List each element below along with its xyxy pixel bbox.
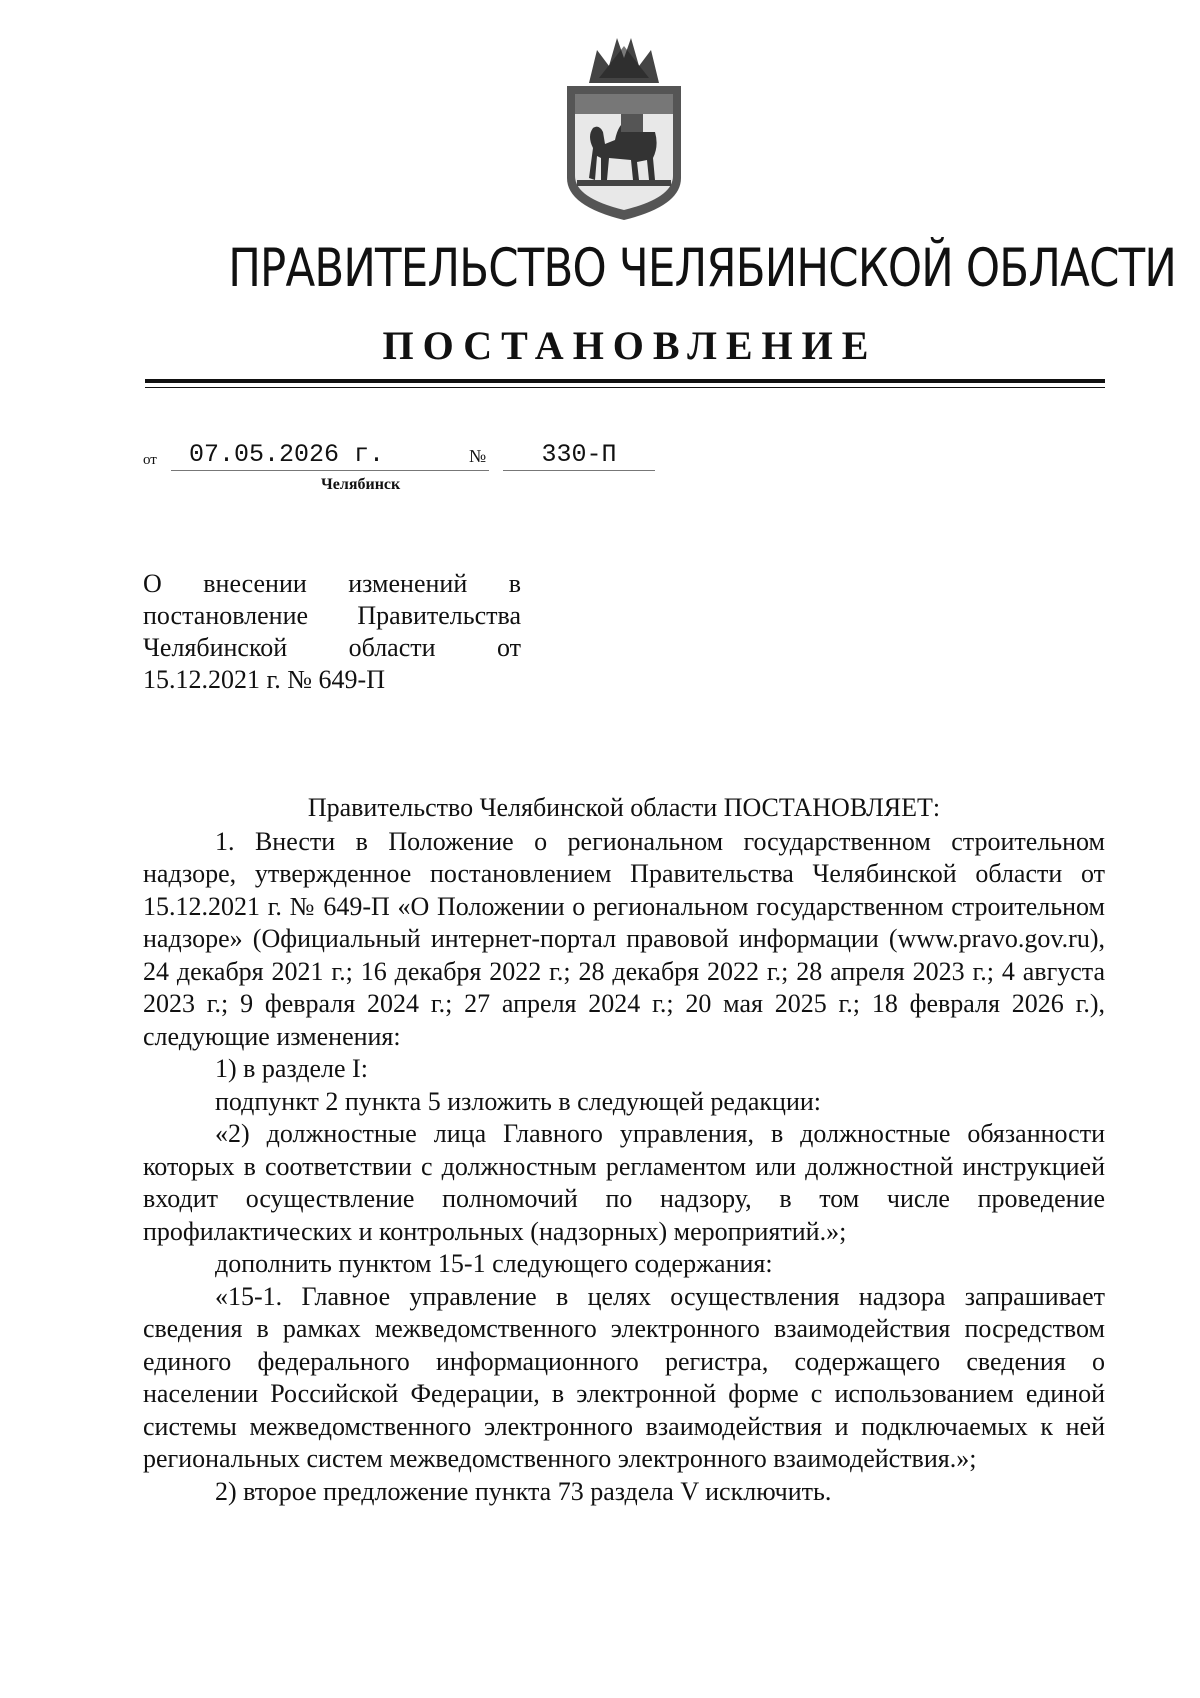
body-paragraph: подпункт 2 пункта 5 изложить в следующей редакции: [215,1086,821,1116]
document-city: Челябинск [321,476,401,493]
body-paragraph: 2) второе предложение пункта 73 раздела V исключить. [215,1476,832,1506]
preamble: Правительство Челябинской области ПОСТАНОВЛЯЕТ: [307,793,941,822]
date-prefix: от [143,452,157,468]
body-paragraph: «15-1. Главное управление в целях осуществления надзора запрашивает сведения в рамках межведомственного электронного взаимодействия посредством единого федерального информационного регистра, содержащего сведения о населении Российской Федерации, в электронной форме с использованием единой системы межведомственного электронного взаимодействия и подключаемых к ней региональных систем межведомственного электронного взаимодействия.»; [143,1281,1105,1473]
header-divider-thin [145,387,1105,388]
document-number: 330-П [503,440,655,471]
chelyabinsk-coat-of-arms-icon [559,28,689,223]
document-type: ПОСТАНОВЛЕНИЕ [382,323,878,368]
body-paragraph: 1) в разделе I: [215,1054,368,1083]
body-paragraph: дополнить пунктом 15-1 следующего содержания: [215,1249,773,1278]
document-subject: О внесении изменений в постановление Правительства Челябинской области от 15.12.2021 г. № 649-П [143,569,521,694]
government-title: ПРАВИТЕЛЬСТВО ЧЕЛЯБИНСКОЙ ОБЛАСТИ [228,238,1177,299]
number-prefix: № [469,446,487,466]
body-paragraph: «2) должностные лица Главного управления, в должностные обязанности которых в соответствии с должностным регламентом или должностной инструкцией входит осуществление полномочий по надзору, в том числе проведение профилактических и контрольных (надзорных) мероприятий.»; [143,1119,1105,1246]
document-meta [143,440,643,500]
document-body [143,792,1105,1508]
header-divider-thick [145,379,1105,383]
body-paragraph: 1. Внести в Положение о региональном государственном строительном надзоре, утвержденное постановлением Правительства Челябинской области от 15.12.2021 г. № 649-П «О Положении о региональном государственном строительном надзоре» (Официальный интернет-портал правовой информации (www.pravo.gov.ru), 24 декабря 2021 г.; 16 декабря 2022 г.; 28 декабря 2022 г.; 28 апреля 2023 г.; 4 августа 2023 г.; 9 февраля 2024 г.; 27 апреля 2024 г.; 20 мая 2025 г.; 18 февраля 2026 г.), следующие изменения: [143,826,1105,1051]
document-date: 07.05.2026 г. [171,440,489,471]
